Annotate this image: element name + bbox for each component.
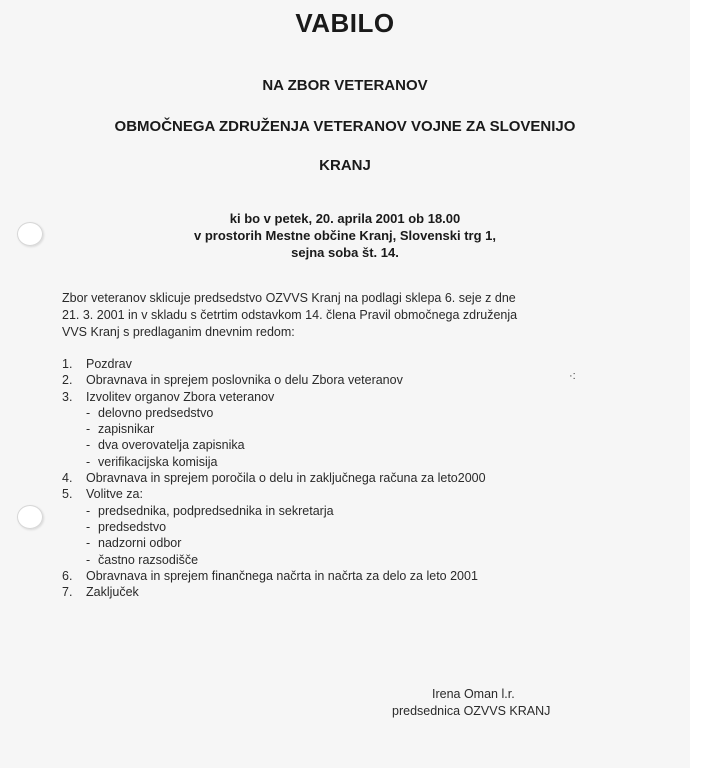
agenda-subitem (62, 519, 622, 535)
agenda-subitem-text: zapisnikar (98, 422, 155, 437)
agenda-number: 2. (62, 373, 73, 388)
agenda-text: Obravnava in sprejem poslovnika o delu Zbora veteranov (86, 373, 403, 388)
scan-speck: ·: (569, 370, 576, 382)
agenda-text: Zaključek (86, 585, 139, 600)
agenda-number: 4. (62, 471, 73, 486)
agenda-text: Pozdrav (86, 357, 132, 371)
punch-hole (17, 505, 43, 529)
agenda-subitem (62, 421, 622, 437)
agenda-subitem-text: nadzorni odbor (98, 536, 182, 551)
agenda-number: 3. (62, 389, 73, 404)
agenda-subitem-text: delovno predsedstvo (98, 405, 214, 420)
page-edge (690, 0, 703, 768)
agenda-text: Volitve za: (86, 487, 143, 502)
subtitle-line-2: OBMOČNEGA ZDRUŽENJA VETERANOV VOJNE ZA SLOVENIJO (114, 118, 576, 135)
dash-bullet: - (86, 519, 91, 534)
event-location-line: v prostorih Mestne občine Kranj, Slovenski trg 1, (194, 228, 496, 243)
dash-bullet: - (86, 503, 91, 518)
dash-bullet: - (86, 536, 91, 551)
agenda-number: 5. (62, 487, 73, 502)
event-room-line: sejna soba št. 14. (291, 245, 399, 260)
intro-line-2: 21. 3. 2001 in v skladu s četrtim odstavkom 14. člena Pravil območnega združenja (62, 308, 518, 322)
agenda-subitem-text: dva overovatelja zapisnika (98, 438, 245, 453)
agenda-text: Obravnava in sprejem finančnega načrta in načrta za delo za leto 2001 (86, 568, 478, 583)
agenda-subitem-text: verifikacijska komisija (98, 454, 218, 469)
event-date-line: ki bo v petek, 20. aprila 2001 ob 18.00 (229, 211, 461, 226)
signatory-role: predsednica OZVVS KRANJ (392, 704, 551, 718)
agenda-subitem-text: častno razsodišče (98, 552, 199, 567)
agenda-item (62, 389, 622, 405)
document-title: VABILO (295, 8, 395, 38)
dash-bullet: - (86, 405, 91, 420)
subtitle-line-1: NA ZBOR VETERANOV (262, 77, 428, 94)
agenda-subitem-text: predsedstvo (98, 519, 167, 534)
subtitle-line-3: KRANJ (319, 157, 371, 174)
signatory-name: Irena Oman l.r. (432, 687, 515, 701)
agenda-item (62, 470, 622, 486)
intro-line-3: VVS Kranj s predlaganim dnevnim redom: (62, 325, 295, 339)
dash-bullet: - (86, 552, 91, 567)
agenda-subitem (62, 437, 622, 453)
agenda-text: Izvolitev organov Zbora veteranov (86, 389, 275, 404)
agenda-item (62, 486, 622, 502)
agenda-number: 7. (62, 585, 73, 600)
dash-bullet: - (86, 454, 91, 469)
agenda-list (62, 356, 622, 600)
agenda-subitem (62, 405, 622, 421)
agenda-subitem (62, 454, 622, 470)
agenda-subitem-text: predsednika, podpredsednika in sekretarja (98, 503, 334, 518)
agenda-subitem (62, 552, 622, 568)
intro-line-1: Zbor veteranov sklicuje predsedstvo OZVVS Kranj na podlagi sklepa 6. seje z dne (62, 291, 516, 305)
agenda-item (62, 568, 622, 584)
agenda-item (62, 584, 622, 600)
agenda-number: 6. (62, 568, 73, 583)
agenda-subitem (62, 535, 622, 551)
agenda-item (62, 356, 622, 372)
dash-bullet: - (86, 438, 91, 453)
intro-paragraph (62, 290, 582, 341)
dash-bullet: - (86, 422, 91, 437)
agenda-text: Obravnava in sprejem poročila o delu in zaključnega računa za leto2000 (86, 471, 486, 486)
agenda-number: 1. (62, 357, 73, 371)
agenda-subitem (62, 503, 622, 519)
agenda-item (62, 372, 622, 388)
